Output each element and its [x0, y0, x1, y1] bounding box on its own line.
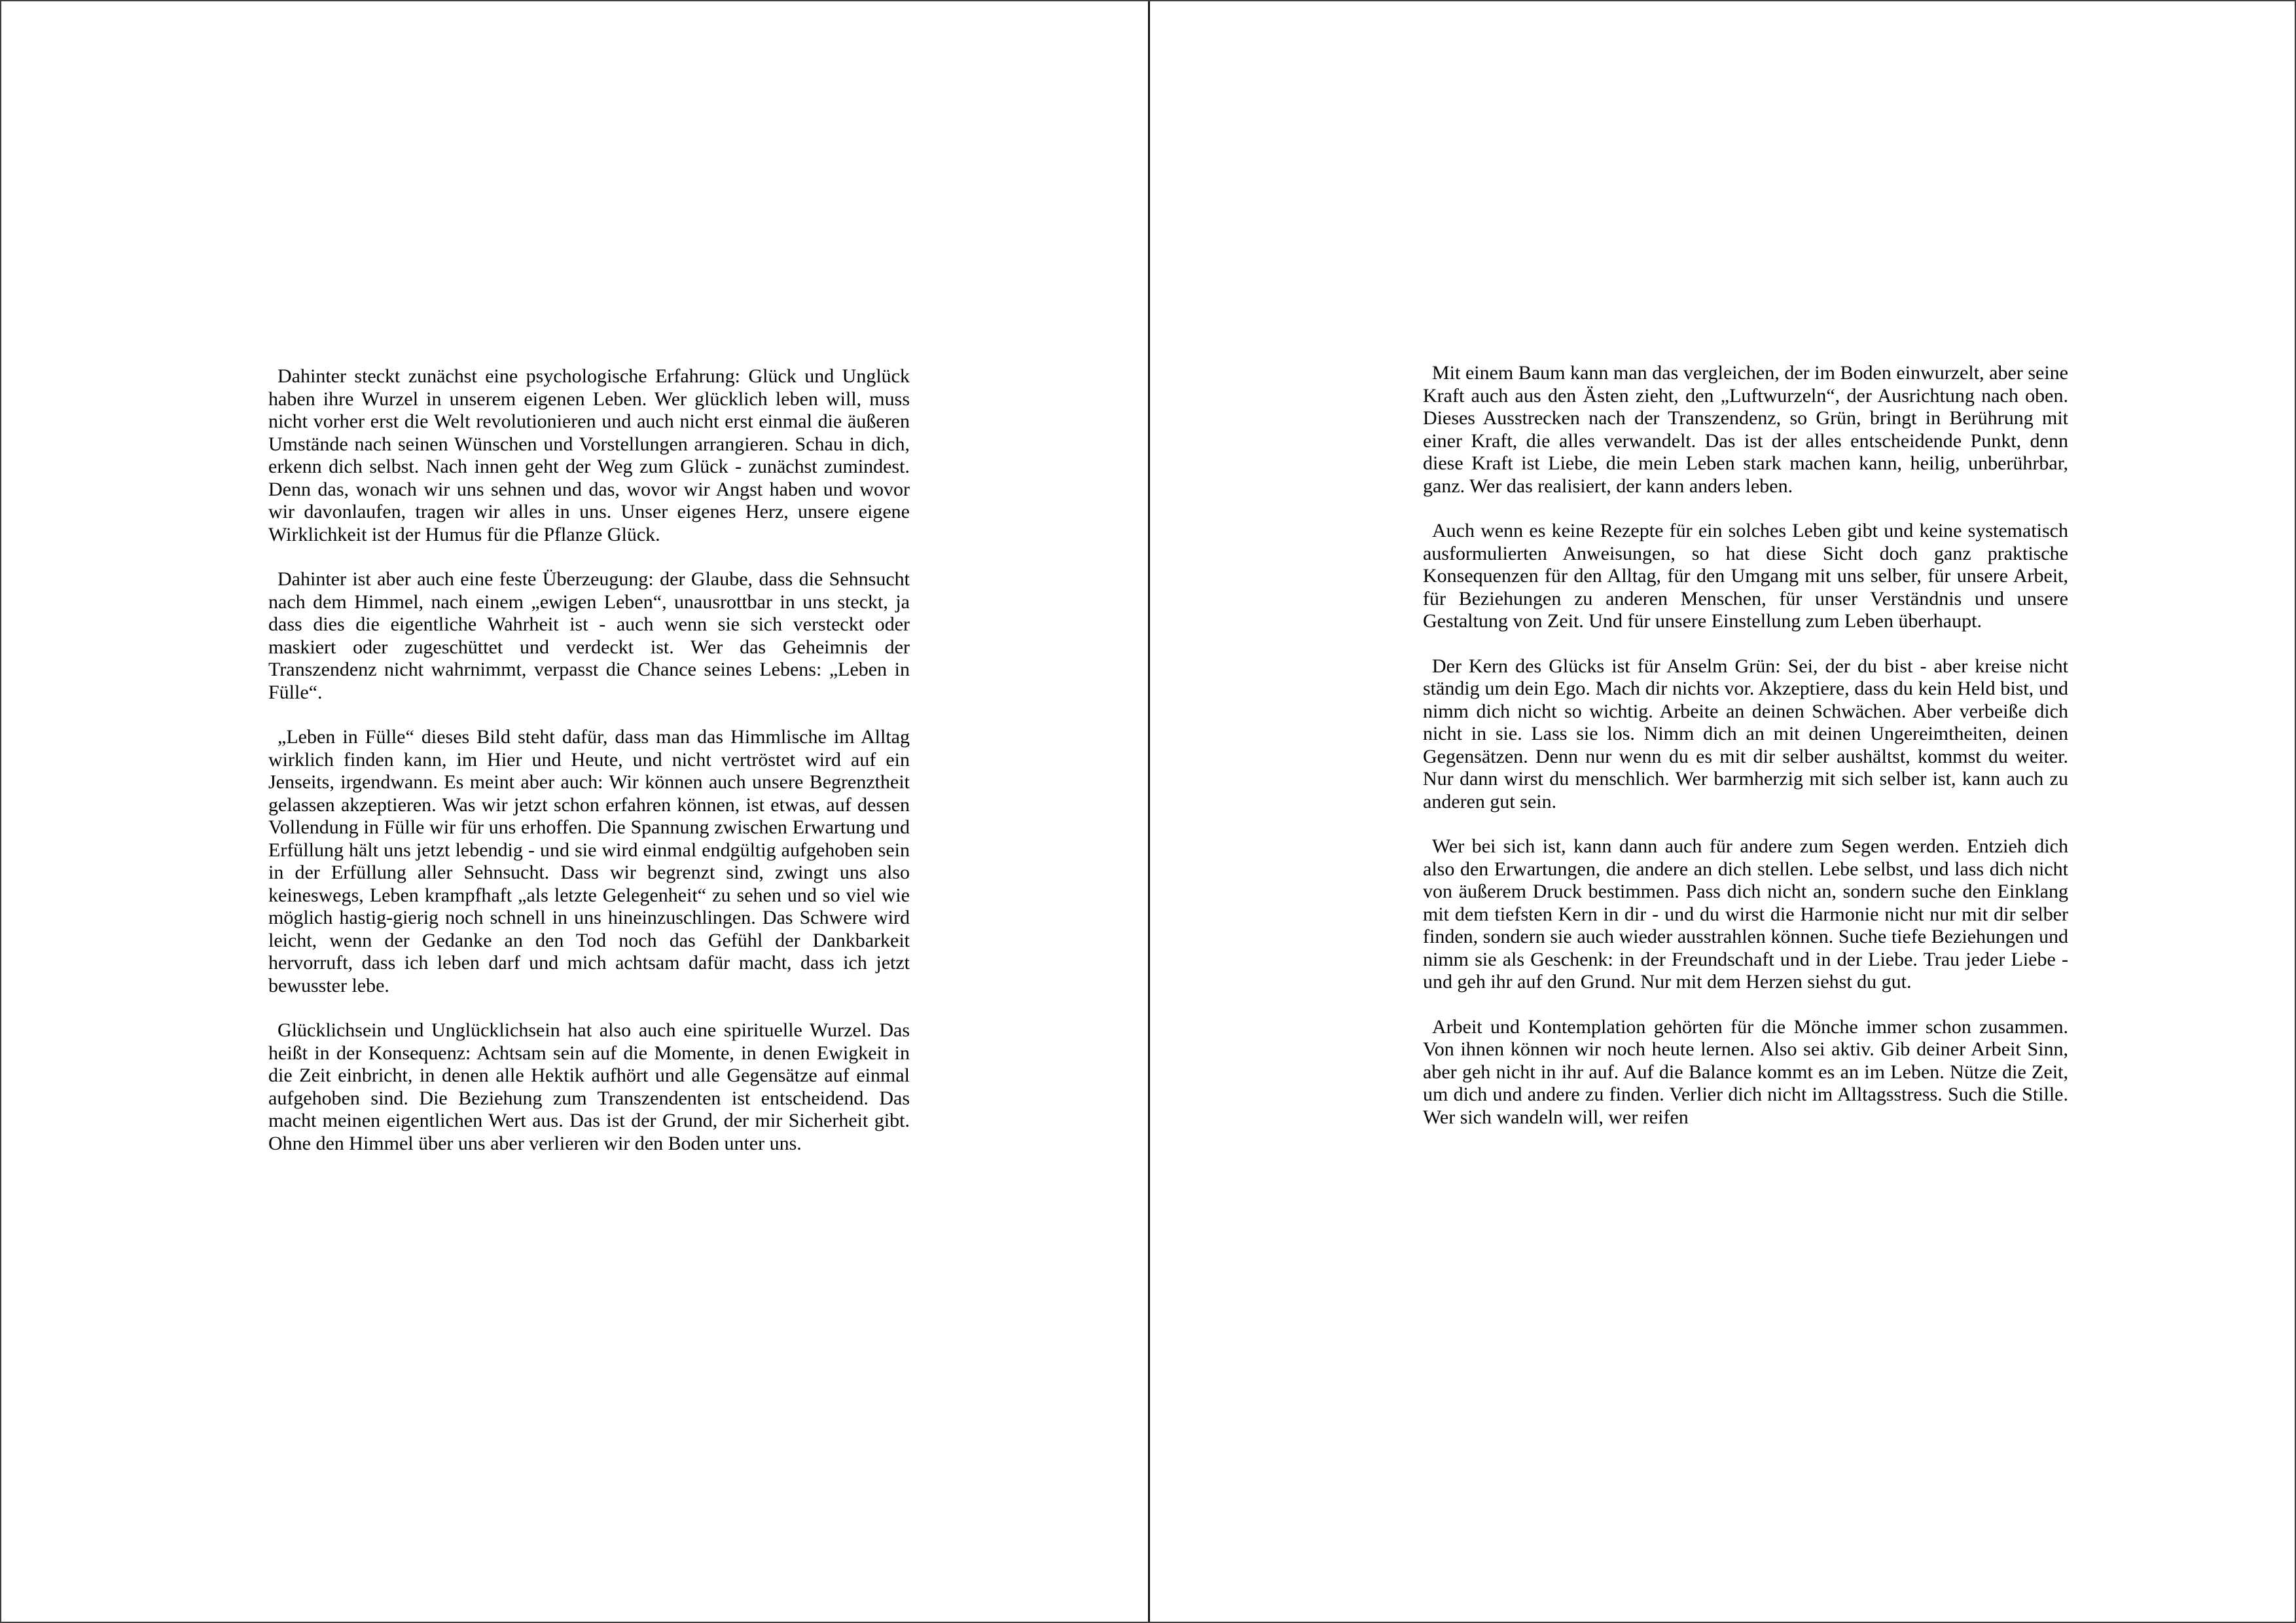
paragraph: Mit einem Baum kann man das vergleichen, der im Boden einwurzelt, aber seine Kraft auch aus den Ästen zieht, den „Luftwurzeln“, der Ausrichtung nach oben. Dieses Ausstrecken nach der Transzendenz, so Grün, bringt in Berührung mit einer Kraft, die alles verwandelt. Das ist der alles entscheidende Punkt, denn diese Kraft ist Liebe, die mein Leben stark machen kann, heilig, unberührbar, ganz. Wer das realisiert, der kann anders leben.	[1423, 362, 2068, 497]
paragraph: Der Kern des Glücks ist für Anselm Grün: Sei, der du bist - aber kreise nicht ständig um dein Ego. Mach dir nichts vor. Akzeptiere, dass du kein Held bist, und nimm dich nicht so wichtig. Arbeite an deinen Schwächen. Aber verbeiße dich nicht in sie. Lass sie los. Nimm dich an mit deinen Ungereimtheiten, deinen Gegensätzen. Denn nur wenn du es mit dir selber aushältst, kommst du weiter. Nur dann wirst du menschlich. Wer barmherzig mit sich selber ist, kann auch zu anderen gut sein.	[1423, 655, 2068, 812]
paragraph: Auch wenn es keine Rezepte für ein solches Leben gibt und keine systematisch ausformulierten Anweisungen, so hat diese Sicht doch ganz praktische Konsequenzen für den Alltag, für den Umgang mit uns selber, für unsere Arbeit, für Beziehungen zu anderen Menschen, für unser Verständnis und unsere Gestaltung von Zeit. Und für unsere Einstellung zum Leben überhaupt.	[1423, 520, 2068, 632]
paragraph: Glücklichsein und Unglücklichsein hat also auch eine spirituelle Wurzel. Das heißt in der Konsequenz: Achtsam sein auf die Momente, in denen Ewigkeit in die Zeit einbricht, in denen alle Hektik aufhört und alle Gegensätze auf einmal aufgehoben sind. Die Beziehung zum Transzendenten ist entscheidend. Das macht meinen eigentlichen Wert aus. Das ist der Grund, der mir Sicherheit gibt. Ohne den Himmel über uns aber verlieren wir den Boden unter uns.	[268, 1019, 910, 1154]
page-right-text-column	[1423, 362, 2068, 1129]
paragraph: „Leben in Fülle“ dieses Bild steht dafür, dass man das Himmlische im Alltag wirklich finden kann, im Hier und Heute, und nicht vertröstet wird auf ein Jenseits, irgendwann. Es meint aber auch: Wir können auch unsere Begrenztheit gelassen akzeptieren. Was wir jetzt schon erfahren können, ist etwas, auf dessen Vollendung in Fülle wir für uns erhoffen. Die Spannung zwischen Erwartung und Erfüllung hält uns jetzt lebendig - und sie wird einmal endgültig aufgehoben sein in der Erfüllung aller Sehnsucht. Dass wir begrenzt sind, zwingt uns also keineswegs, Leben krampfhaft „als letzte Gelegenheit“ zu sehen und so viel wie möglich hastig-gierig noch schnell in uns hineinzuschlingen. Das Schwere wird leicht, wenn der Gedanke an den Tod noch das Gefühl der Dankbarkeit hervorruft, dass ich leben darf und mich achtsam dafür macht, dass ich jetzt bewusster lebe.	[268, 726, 910, 996]
paragraph: Dahinter ist aber auch eine feste Überzeugung: der Glaube, dass die Sehnsucht nach dem Himmel, nach einem „ewigen Leben“, unausrottbar in uns steckt, ja dass dies die eigentliche Wahrheit ist - auch wenn sie sich versteckt oder maskiert oder zugeschüttet und verdeckt ist. Wer das Geheimnis der Transzendenz nicht wahrnimmt, verpasst die Chance seines Lebens: „Leben in Fülle“.	[268, 568, 910, 703]
paragraph: Arbeit und Kontemplation gehörten für die Mönche immer schon zusammen. Von ihnen können wir noch heute lernen. Also sei aktiv. Gib deiner Arbeit Sinn, aber geh nicht in ihr auf. Auf die Balance kommt es an im Leben. Nütze die Zeit, um dich und andere zu finden. Verlier dich nicht im Alltagsstress. Such die Stille. Wer sich wandeln will, wer reifen	[1423, 1015, 2068, 1128]
paragraph: Wer bei sich ist, kann dann auch für andere zum Segen werden. Entzieh dich also den Erwartungen, die andere an dich stellen. Lebe selbst, und lass dich nicht von äußerem Druck bestimmen. Pass dich nicht an, sondern suche den Einklang mit dem tiefsten Kern in dir - und du wirst die Harmonie nicht nur mit dir selber finden, sondern sie auch wieder ausstrahlen können. Suche tiefe Beziehungen und nimm sie als Geschenk: in der Freundschaft und in der Liebe. Trau jeder Liebe - und geh ihr auf den Grund. Nur mit dem Herzen siehst du gut.	[1423, 835, 2068, 993]
page-left	[1, 1, 1148, 1622]
page-right	[1150, 1, 2296, 1622]
page-left-text-column	[268, 365, 910, 1155]
paragraph: Dahinter steckt zunächst eine psychologische Erfahrung: Glück und Unglück haben ihre Wurzel in unserem eigenen Leben. Wer glücklich leben will, muss nicht vorher erst die Welt revolutionieren und auch nicht erst einmal die äußeren Umstände nach seinen Wünschen und Vorstellungen arrangieren. Schau in dich, erkenn dich selbst. Nach innen geht der Weg zum Glück - zunächst zumindest. Denn das, wonach wir uns sehnen und das, wovor wir Angst haben und wovor wir davonlaufen, tragen wir alles in uns. Unser eigenes Herz, unsere eigene Wirklichkeit ist der Humus für die Pflanze Glück.	[268, 365, 910, 545]
